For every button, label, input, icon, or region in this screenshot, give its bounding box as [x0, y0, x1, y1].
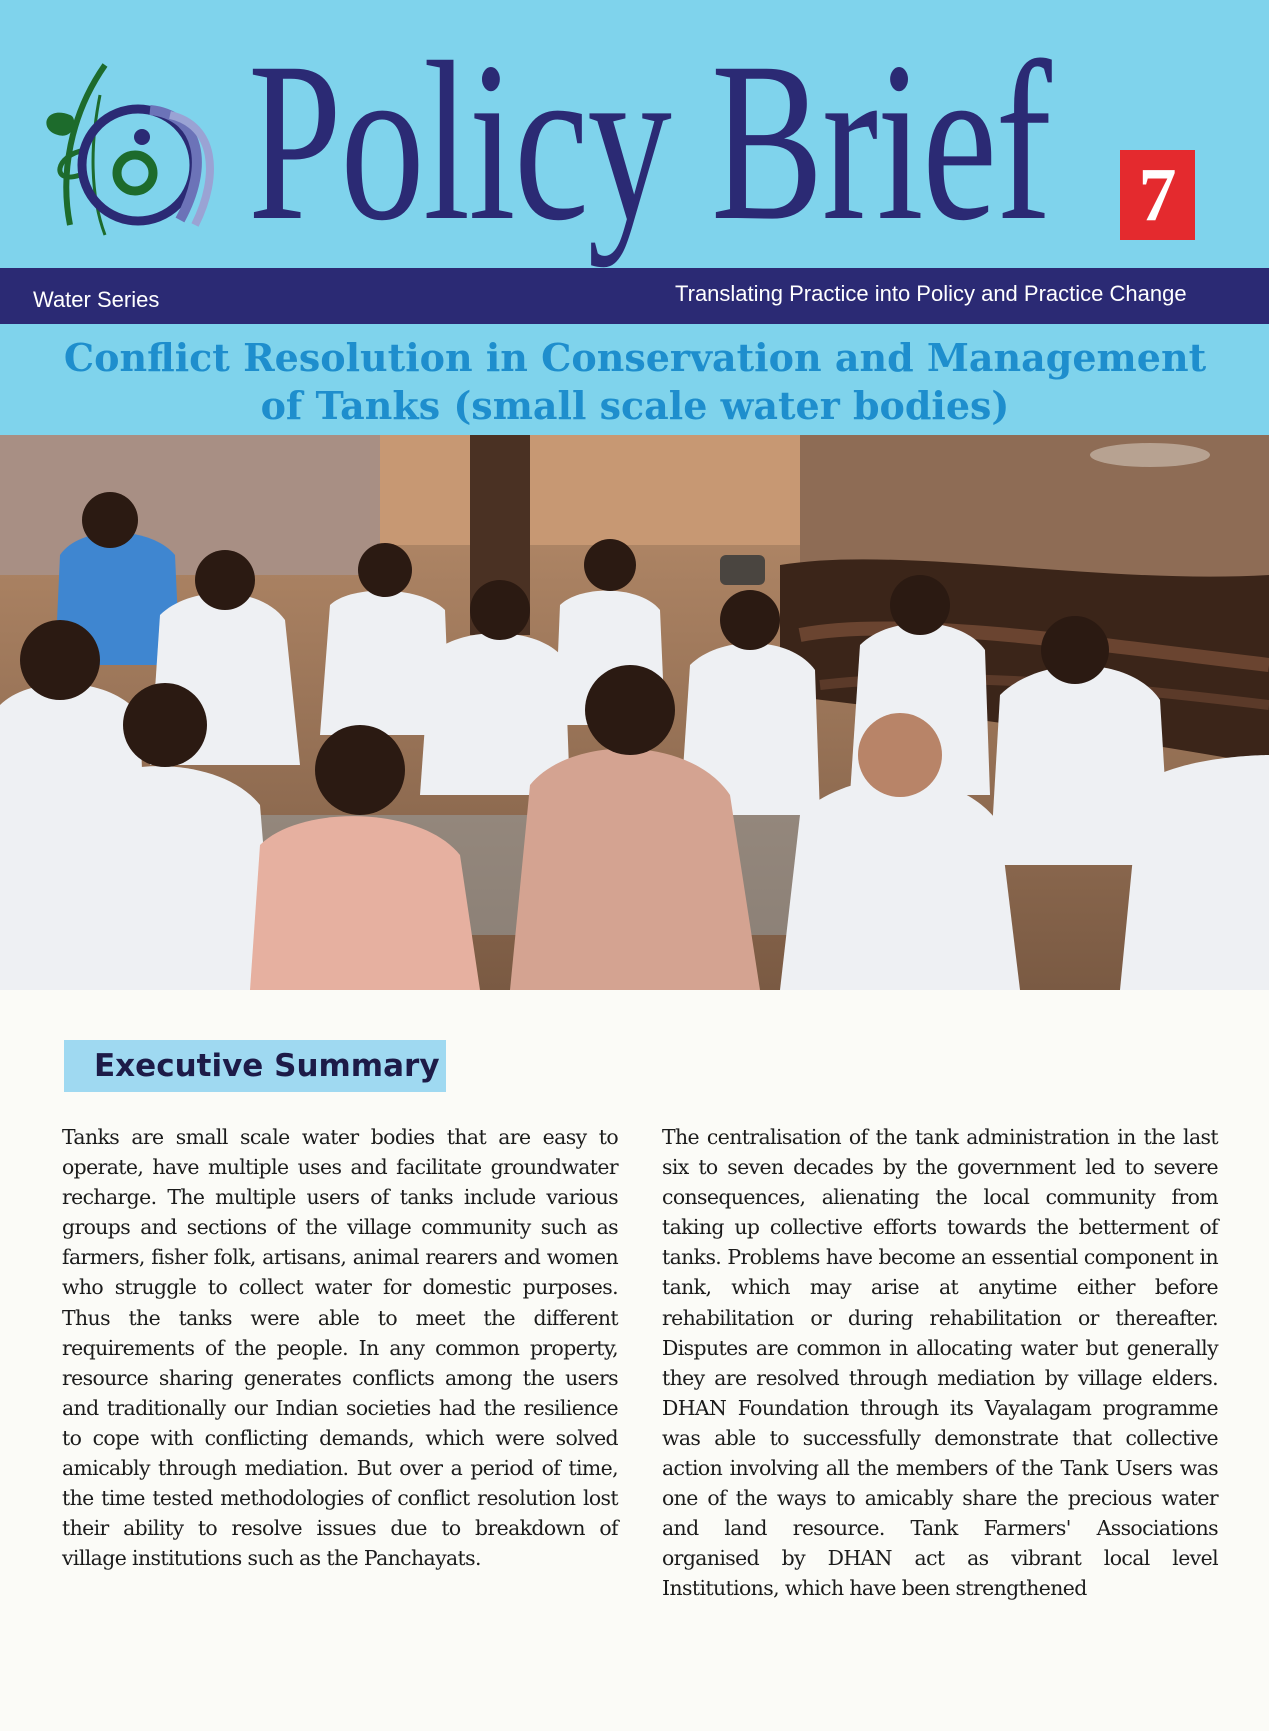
publication-title: Policy Brief [248, 16, 1051, 268]
dhan-logo [30, 55, 230, 245]
issue-number-badge: 7 [1120, 150, 1195, 240]
section-heading-executive-summary: Executive Summary [64, 1040, 446, 1092]
brief-subtitle: Conflict Resolution in Conservation and Management of Tanks (small scale water bodies) [63, 335, 1207, 428]
village-meeting-photo [0, 435, 1269, 990]
tagline: Translating Practice into Policy and Practice Change [675, 281, 1187, 306]
summary-column-left: Tanks are small scale water bodies that are easy to operate, have multiple uses and facilitate groundwater recharge. The multiple users of tanks include various groups and sections of the village community such as farmers, fisher folk, artisans, animal rearers and women who struggle to collect water for domestic purposes. Thus the tanks were able to meet the different requirements of the people. In any common property, resource sharing generates conflicts among the users and traditionally our Indian societies had the resilience to cope with conflicting demands, which were solved amicably through mediation. But over a period of time, the time tested methodologies of conflict resolution lost their ability to resolve issues due to breakdown of village institutions such as the Panchayats. [62, 1125, 618, 1571]
series-label: Water Series [33, 287, 160, 312]
summary-column-right: The centralisation of the tank administration in the last six to seven decades by the government led to severe consequences, alienating the local community from taking up collective efforts towards the betterment of tanks. Problems have become an essential component in tank, which may arise at anytime either before rehabilitation or during rehabilitation or thereafter. Disputes are common in allocating water but generally they are resolved through mediation by village elders. DHAN Foundation through its Vayalagam programme was able to successfully demonstrate that collective action involving all the members of the Tank Users was one of the ways to amicably share the precious water and land resource. Tank Farmers' Associations organised by DHAN act as vibrant local level Institutions, which have been strengthened [662, 1125, 1218, 1601]
